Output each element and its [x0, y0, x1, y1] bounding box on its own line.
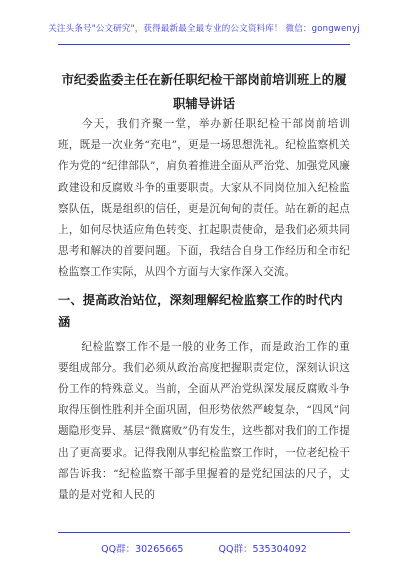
intro-paragraph	[58, 114, 350, 284]
footer-divider	[58, 532, 350, 533]
page-footer	[0, 541, 408, 555]
document-body	[58, 114, 350, 506]
intro-paragraph-text: 今天，我们齐聚一堂，举办新任职纪检干部岗前培训班，既是一次业务“充电”，更是一场思想洗礼。纪检监察机关作为党的“纪律部队”，肩负着推进全面从严治党、加强党风廉政建设和反腐败斗争的重要职责。大家从不同岗位加入纪检监察队伍，既是组织的信任，更是沉甸甸的责任。站在新的起点上，如何尽快适应角色转变、扛起职责使命，是我们必须共同思考和解决的首要问题。下面，我结合自身工作经历和全市纪检监察工作实际，从四个方面与大家作深入交流。	[58, 118, 350, 279]
header-divider	[58, 44, 350, 45]
section-paragraph	[58, 337, 350, 507]
footer-qq-group-2: QQ群：535304092	[218, 544, 307, 555]
page-header: 关注头条号"公文研究"，获得最新最全最专业的公文资料库！ 微信：gongwenyj	[48, 24, 360, 34]
section-heading: 一、提高政治站位，深刻理解纪检监察工作的时代内涵	[58, 292, 343, 329]
footer-qq-group-1: QQ群：30265665	[101, 544, 184, 555]
section-paragraph-text: 纪检监察工作不是一般的业务工作，而是政治工作的重要组成部分。我们必须从政治高度把握职责定位，深刻认识这份工作的特殊意义。当前，全面从严治党纵深发展反腐败斗争取得压倒性胜利并全面巩固，但形势依然严峻复杂，“四风”问题隐形变异、基层“微腐败”仍有发生，这些都对我们的工作提出了更高要求。记得我刚从事纪检监察工作时，一位老纪检干部告诉我：“纪检监察干部手里握着的是党纪国法的尺子，丈量的是对党和人民的	[58, 340, 350, 502]
document-title: 市纪委监委主任在新任职纪检干部岗前培训班上的履职辅导讲话	[61, 72, 347, 111]
